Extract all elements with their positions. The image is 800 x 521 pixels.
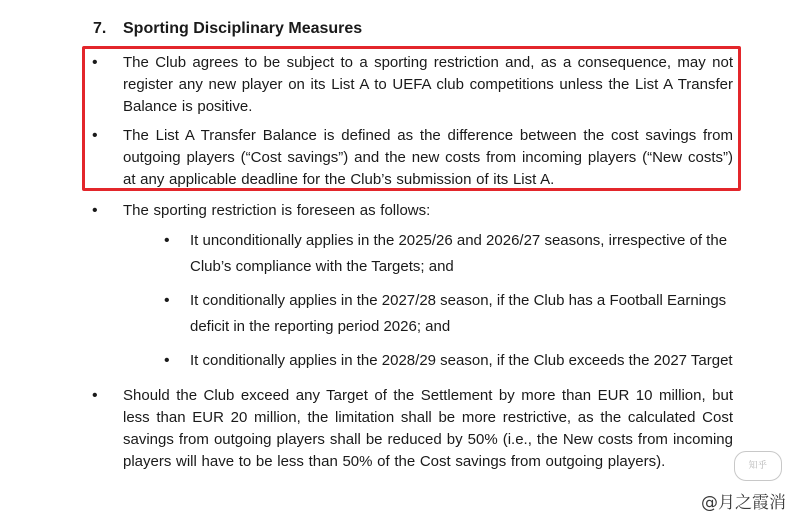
section-number: 7. [93,20,107,37]
bullet-paragraph-4: Should the Club exceed any Target of the Settlement by more than EUR 10 million, but less than EUR 20 million, the limitation shall be more restrictive, as the calculated Cost savings from outgoing players shall be reduced by 50% (i.e., the New costs from incoming players will have to be less than 50% of the Cost savings from outgoing players). [123,387,733,470]
sub-bullet-icon: • [164,292,170,309]
sub-bullet-icon: • [164,232,170,249]
watermark-handle: @月之霞消 [701,493,786,513]
highlight-box [82,46,741,191]
bullet-icon: • [92,387,98,404]
bullet-icon: • [92,127,98,144]
section-title: Sporting Disciplinary Measures [123,20,363,37]
bullet-paragraph-3: The sporting restriction is foreseen as follows: [123,202,431,219]
sub-bullet-paragraph-3: It conditionally applies in the 2028/29 season, if the Club exceeds the 2027 Target [190,352,733,369]
sub-bullet-icon: • [164,352,170,369]
bullet-icon: • [92,54,98,71]
watermark-stamp: 知乎 [734,451,782,481]
sub-bullet-paragraph-2: It conditionally applies in the 2027/28 season, if the Club has a Football Earnings deficit in the reporting period 2026; and [190,292,727,335]
bullet-paragraph-2: The List A Transfer Balance is defined as the difference between the cost savings from outgoing players (“Cost savings”) and the new costs from incoming players (“New costs”) at any applicable deadline for the Club’s submission of its List A. [123,127,733,188]
sub-bullet-paragraph-1: It unconditionally applies in the 2025/26 and 2026/27 seasons, irrespective of the Club’s compliance with the Targets; and [190,232,728,275]
bullet-icon: • [92,202,98,219]
bullet-paragraph-1: The Club agrees to be subject to a sporting restriction and, as a consequence, may not register any new player on its List A to UEFA club competitions unless the List A Transfer Balance is positive. [123,54,733,115]
section-heading [93,18,362,40]
